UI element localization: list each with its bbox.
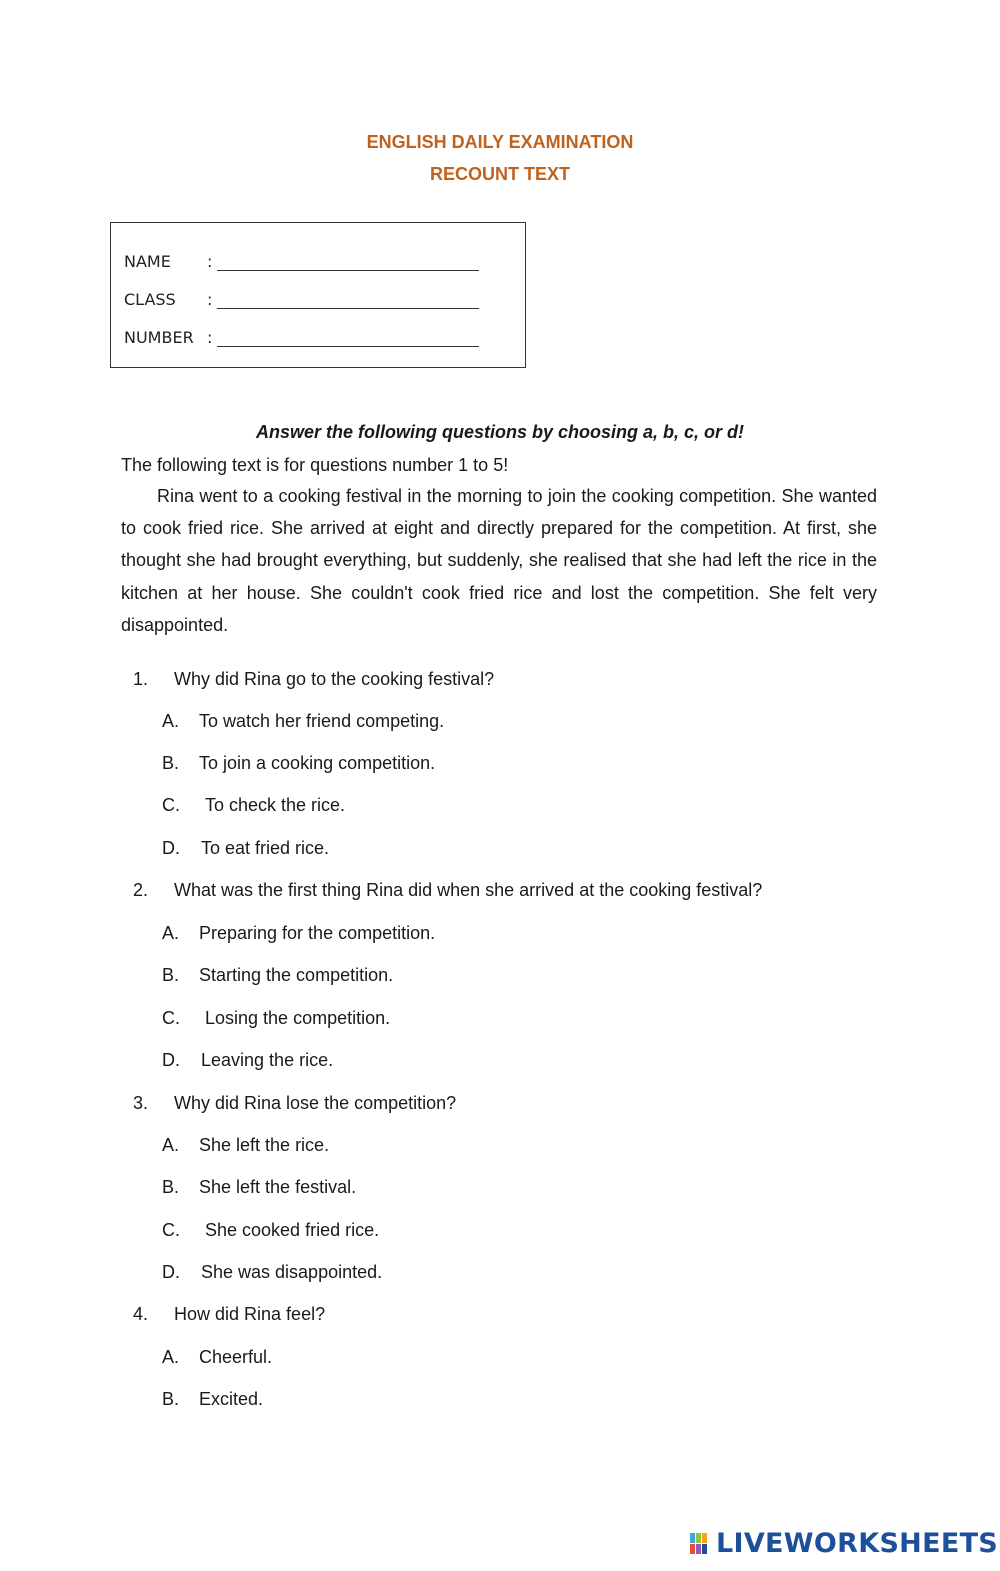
exam-title: ENGLISH DAILY EXAMINATION bbox=[366, 132, 634, 152]
number-label: NUMBER bbox=[124, 328, 194, 347]
reading-passage: Rina went to a cooking festival in the morning to join the cooking competition. She wanted to cook fried rice. She arrived at eight and directly prepared for the competition. At first, she thought she had brought everything, but suddenly, she realised that she had left the rice in the kitchen at her house. She couldn't cook fried rice and lost the competition. She felt very disappointed. bbox=[121, 486, 877, 635]
option-letter: B. bbox=[162, 753, 180, 773]
option-text: Preparing for the competition. bbox=[199, 923, 436, 943]
question-text: How did Rina feel? bbox=[174, 1304, 326, 1324]
question-number: 3. bbox=[133, 1093, 149, 1113]
option-letter: A. bbox=[162, 1347, 180, 1367]
liveworksheets-logo-icon bbox=[690, 1531, 712, 1557]
option-letter: B. bbox=[162, 965, 180, 985]
class-colon: : bbox=[207, 290, 213, 309]
option-text: To join a cooking competition. bbox=[199, 753, 436, 773]
option-letter: C. bbox=[162, 795, 180, 815]
option-text: To watch her friend competing. bbox=[199, 711, 445, 731]
option-letter: B. bbox=[162, 1389, 180, 1409]
instruction: Answer the following questions by choosing a, b, c, or d! bbox=[255, 422, 745, 442]
option-letter: A. bbox=[162, 923, 180, 943]
option-letter: B. bbox=[162, 1177, 180, 1197]
number-field[interactable] bbox=[217, 346, 479, 347]
option-letter: C. bbox=[162, 1008, 180, 1028]
number-colon: : bbox=[207, 328, 213, 347]
option-text: She was disappointed. bbox=[201, 1262, 383, 1282]
liveworksheets-logo bbox=[690, 1528, 998, 1559]
option-letter: D. bbox=[162, 838, 180, 858]
question-text: Why did Rina go to the cooking festival? bbox=[174, 669, 495, 689]
class-field[interactable] bbox=[217, 308, 479, 309]
question-number: 2. bbox=[133, 880, 149, 900]
option-text: She left the festival. bbox=[199, 1177, 357, 1197]
question-text: Why did Rina lose the competition? bbox=[174, 1093, 457, 1113]
question-number: 1. bbox=[133, 669, 149, 689]
option-letter: A. bbox=[162, 1135, 180, 1155]
option-text: She left the rice. bbox=[199, 1135, 330, 1155]
option-text: Excited. bbox=[199, 1389, 264, 1409]
option-letter: A. bbox=[162, 711, 180, 731]
option-text: To check the rice. bbox=[205, 795, 346, 815]
option-text: Starting the competition. bbox=[199, 965, 394, 985]
liveworksheets-logo-text: LIVEWORKSHEETS bbox=[716, 1528, 999, 1559]
option-text: Cheerful. bbox=[199, 1347, 273, 1367]
student-identity-box bbox=[110, 222, 526, 368]
passage-lead: The following text is for questions number 1 to 5! bbox=[121, 455, 509, 475]
option-text: She cooked fried rice. bbox=[205, 1220, 380, 1240]
exam-subtitle: RECOUNT TEXT bbox=[429, 164, 570, 184]
option-letter: C. bbox=[162, 1220, 180, 1240]
question-number: 4. bbox=[133, 1304, 149, 1324]
option-text: Losing the competition. bbox=[205, 1008, 391, 1028]
class-label: CLASS bbox=[124, 290, 176, 309]
option-letter: D. bbox=[162, 1262, 180, 1282]
name-field[interactable] bbox=[217, 270, 479, 271]
name-colon: : bbox=[207, 252, 213, 271]
question-text: What was the first thing Rina did when she arrived at the cooking festival? bbox=[174, 880, 763, 900]
option-letter: D. bbox=[162, 1050, 180, 1070]
option-text: To eat fried rice. bbox=[201, 838, 330, 858]
option-text: Leaving the rice. bbox=[201, 1050, 334, 1070]
name-label: NAME bbox=[124, 252, 171, 271]
